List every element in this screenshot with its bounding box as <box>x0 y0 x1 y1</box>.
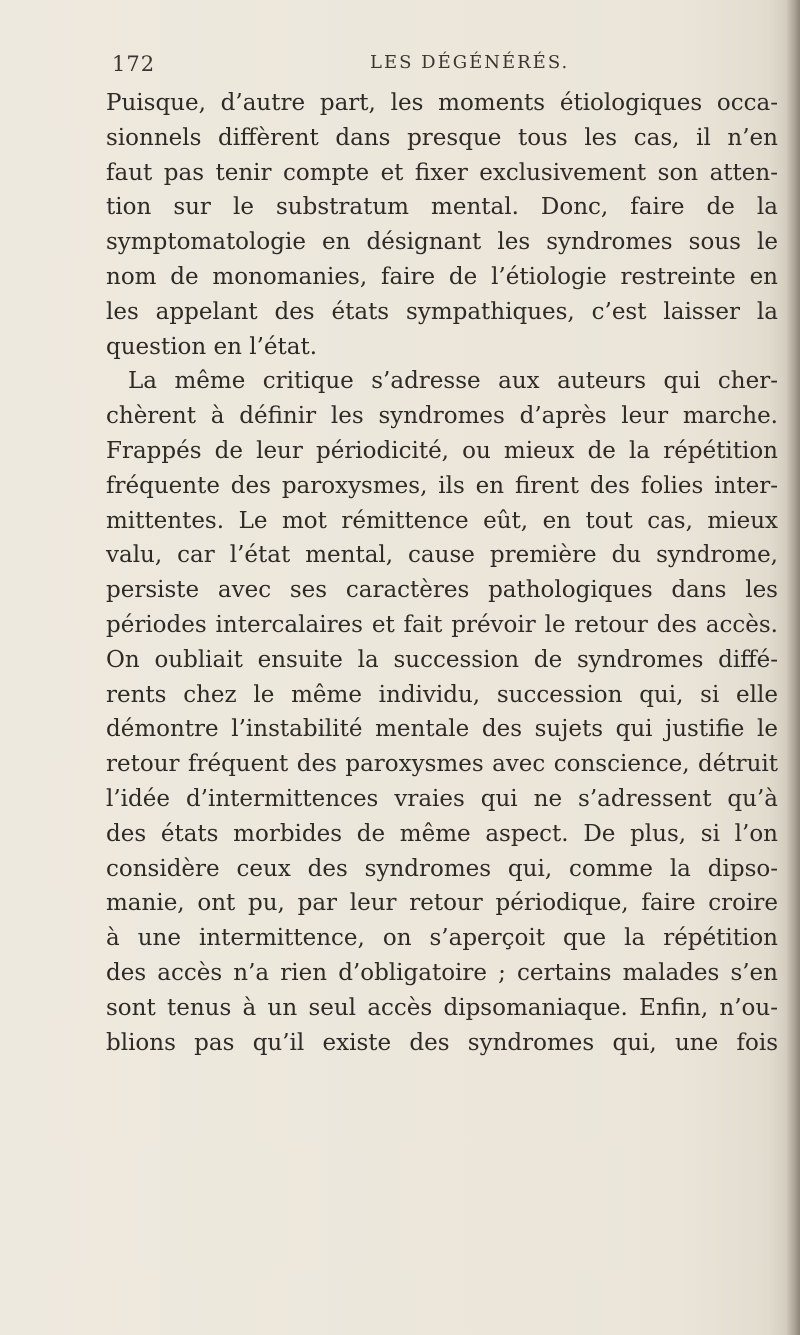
text-line: retour fréquent des paroxysmes avec conscience, détruit <box>106 751 778 778</box>
text-line: La même critique s’adresse aux auteurs qui cher- <box>128 368 778 395</box>
text-line: symptomatologie en désignant les syndromes sous le <box>106 229 778 256</box>
text-line: manie, ont pu, par leur retour périodique, faire croire <box>106 890 778 917</box>
text-line: faut pas tenir compte et fixer exclusivement son atten- <box>106 159 778 186</box>
text-line: tion sur le substratum mental. Donc, faire de la <box>106 194 778 221</box>
text-line: fréquente des paroxysmes, ils en firent des folies inter- <box>106 472 778 499</box>
text-line: On oubliait ensuite la succession de syndromes diffé- <box>106 646 778 673</box>
text-line: sionnels diffèrent dans presque tous les cas, il n’en <box>106 124 778 151</box>
text-line: l’idée d’intermittences vraies qui ne s’adressent qu’à <box>106 785 778 812</box>
text-line: sont tenus à un seul accès dipsomaniaque. Enfin, n’ou- <box>106 994 778 1021</box>
text-line: des états morbides de même aspect. De plus, si l’on <box>106 820 778 847</box>
text-line: chèrent à définir les syndromes d’après leur marche. <box>106 403 778 430</box>
text-line: démontre l’instabilité mentale des sujets qui justifie le <box>106 716 778 743</box>
text-line: question en l’état. <box>106 333 318 360</box>
page-number: 172 <box>112 52 156 76</box>
text-line: périodes intercalaires et fait prévoir le retour des accès. <box>106 611 778 638</box>
page-header <box>112 52 772 82</box>
text-line: à une intermittence, on s’aperçoit que la répétition <box>106 925 778 952</box>
text-line: rents chez le même individu, succession qui, si elle <box>106 681 778 708</box>
body-text <box>106 86 794 1060</box>
running-title: LES DÉGÉNÉRÉS. <box>370 52 570 73</box>
text-line: considère ceux des syndromes qui, comme la dipso- <box>106 855 778 882</box>
text-line: mittentes. Le mot rémittence eût, en tout cas, mieux <box>106 507 778 534</box>
text-line: les appelant des états sympathiques, c’est laisser la <box>106 298 778 325</box>
text-line: persiste avec ses caractères pathologiques dans les <box>106 577 778 604</box>
text-line: Puisque, d’autre part, les moments étiologiques occa- <box>106 90 778 116</box>
text-line: nom de monomanies, faire de l’étiologie restreinte en <box>106 263 778 290</box>
text-line: valu, car l’état mental, cause première du syndrome, <box>106 542 778 569</box>
text-line: blions pas qu’il existe des syndromes qui, une fois <box>106 1029 778 1056</box>
text-line: des accès n’a rien d’obligatoire ; certains malades s’en <box>106 959 778 986</box>
text-line: Frappés de leur périodicité, ou mieux de la répétition <box>106 437 778 464</box>
